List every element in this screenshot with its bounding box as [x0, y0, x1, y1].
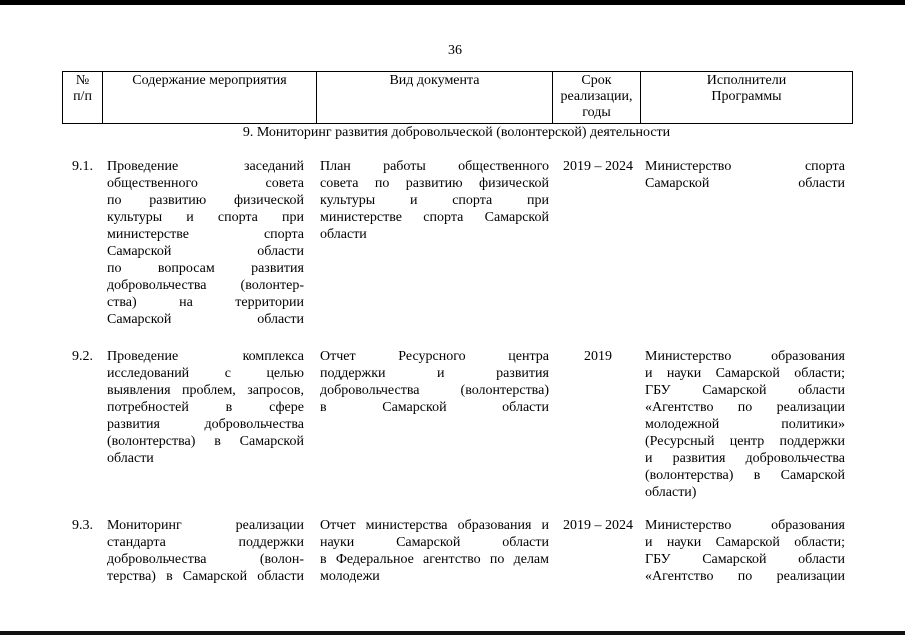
row-executor-word: реализации	[776, 569, 845, 584]
row-term: 2019	[584, 349, 612, 364]
row-content-line	[107, 399, 304, 416]
row-content-line	[107, 517, 304, 534]
row-executor-word: по	[737, 569, 753, 584]
row-content-word: области	[257, 244, 304, 259]
header-num-line: №	[75, 73, 90, 88]
row-document-line: в Федеральное агентство по делам	[320, 552, 549, 567]
row-content-line	[107, 277, 304, 294]
row-content-word: комплекса	[242, 349, 304, 364]
row-content-word: Проведение	[107, 349, 179, 364]
row-document-word: культуры	[320, 193, 376, 208]
row-content-line	[107, 348, 304, 365]
row-executor-line: и науки Самарской области;	[645, 535, 845, 550]
row-document-word: спорта	[452, 193, 493, 208]
row-content-word: в	[225, 400, 233, 415]
row-executor-word: «Агентство	[645, 400, 714, 415]
row-document-word: Самарской	[396, 535, 461, 550]
row-executor-word: политики»	[781, 417, 845, 432]
row-executor-word: Министерство	[645, 159, 732, 174]
scan-top-border	[0, 0, 905, 5]
header-executors-line: Программы	[711, 89, 782, 104]
header-num	[63, 72, 102, 123]
row-executor-line: и науки Самарской области;	[645, 366, 845, 381]
row-document-line	[320, 534, 549, 551]
row-content-word: Мониторинг	[107, 518, 182, 533]
row-content-word: Самарской	[107, 244, 172, 259]
header-content-label: Содержание мероприятия	[132, 73, 287, 88]
row-executor-line: области)	[645, 485, 697, 500]
row-content-word: поддержки	[238, 535, 304, 550]
row-executor-line	[645, 158, 845, 175]
row-executor-line	[645, 399, 845, 416]
row-executor-word: спорта	[804, 159, 845, 174]
row-document-word: общественного	[458, 159, 549, 174]
row-executor-line	[645, 551, 845, 568]
row-document	[320, 517, 549, 585]
row-document-line: Отчет министерства образования и	[320, 518, 549, 533]
row-content-word: общественного	[107, 176, 198, 191]
scan-bottom-border	[0, 631, 905, 635]
row-document-word: центра	[508, 349, 549, 364]
row-content-word: целью	[266, 366, 304, 381]
row-content-word: добровольчества	[204, 417, 304, 432]
row-content	[107, 517, 304, 585]
row-content-word: с	[224, 366, 231, 381]
row-content-line: (волонтерства) в Самарской	[107, 434, 304, 449]
row-content-line: Самарской области	[107, 312, 304, 327]
row-content-word: исследований	[107, 366, 190, 381]
row-document	[320, 158, 549, 243]
row-content-line	[107, 192, 304, 209]
row-content-word: стандарта	[107, 535, 166, 550]
row-content-word: реализации	[235, 518, 304, 533]
row-executor-word: Самарской	[702, 552, 767, 567]
header-num-line: п/п	[73, 89, 92, 104]
row-document-word: развития	[496, 366, 549, 381]
row-content-word: ства)	[107, 295, 137, 310]
row-document-word: и	[409, 193, 418, 208]
row-document-word: и	[437, 366, 445, 381]
row-executor-word: по	[737, 400, 753, 415]
row-content-word: добровольчества	[107, 552, 207, 567]
row-executor-word: Самарской	[702, 383, 767, 398]
row-executor-line	[645, 517, 845, 534]
row-content-line: терства) в Самарской области	[107, 569, 304, 584]
row-executor-line: (волонтерства) в Самарской	[645, 468, 845, 483]
row-content-word: Проведение	[107, 159, 179, 174]
row-document-word: Ресурсного	[398, 349, 466, 364]
row-content-word: развития	[251, 261, 304, 276]
row-document-line: в Самарской области	[320, 400, 549, 415]
row-executor-word: ГБУ	[645, 383, 671, 398]
row-executor-word: молодежной	[645, 417, 720, 432]
row-content-word: добровольчества	[107, 278, 207, 293]
row-document-word: при	[527, 193, 549, 208]
row-content-word: заседаний	[244, 159, 304, 174]
row-content-word: физической	[233, 193, 304, 208]
row-executor-word: образования	[771, 349, 845, 364]
row-content-line	[107, 175, 304, 192]
row-document-line: совета по развитию физической	[320, 176, 549, 191]
row-content-word: (волонтер-	[240, 278, 304, 293]
header-term	[552, 72, 640, 123]
row-document-line: молодежи	[320, 569, 380, 584]
row-document-word: поддержки	[320, 366, 386, 381]
row-content-word: развитию	[149, 193, 207, 208]
row-document-word: Отчет	[320, 349, 356, 364]
header-doc-type	[316, 72, 552, 123]
row-content-line	[107, 226, 304, 243]
row-content-word: при	[281, 210, 304, 225]
row-executor-line	[645, 348, 845, 365]
row-content-word: по	[107, 193, 122, 208]
row-document	[320, 348, 549, 416]
row-executor-line: Самарской области	[645, 176, 845, 191]
row-content-word: министерстве	[107, 227, 189, 242]
row-content-word: потребностей	[107, 400, 189, 415]
row-document-line: министерстве спорта Самарской	[320, 210, 549, 225]
row-content-line	[107, 551, 304, 568]
row-content-word: спорта	[263, 227, 304, 242]
row-executor-line: (Ресурсный центр поддержки	[645, 434, 845, 449]
row-executor-line: и развития добровольчества	[645, 451, 845, 466]
row-executor	[645, 517, 845, 585]
row-content-line	[107, 416, 304, 433]
row-content-word: территории	[235, 295, 304, 310]
row-executor-word: Министерство	[645, 349, 732, 364]
section-title: 9. Мониторинг развития добровольческой (волонтерской) деятельности	[242, 125, 671, 140]
row-executor-line	[645, 382, 845, 399]
table-header	[62, 71, 853, 124]
row-document-line	[320, 348, 549, 365]
row-number: 9.2.	[72, 349, 93, 364]
row-executor-word: реализации	[776, 400, 845, 415]
row-content-word: вопросам	[157, 261, 215, 276]
row-content-word: спорта	[217, 210, 258, 225]
row-content-line	[107, 209, 304, 226]
row-content-line: выявления проблем, запросов,	[107, 383, 304, 398]
row-content-word: сфере	[269, 400, 304, 415]
row-executor-word: ГБУ	[645, 552, 671, 567]
row-content-line	[107, 158, 304, 175]
row-document-word: науки	[320, 535, 355, 550]
row-document-line: добровольчества (волонтерства)	[320, 383, 549, 398]
header-executors	[640, 72, 852, 123]
row-document-line: области	[320, 227, 367, 242]
row-document-word: работы	[383, 159, 426, 174]
row-executor	[645, 158, 845, 192]
row-document-line	[320, 158, 549, 175]
row-executor	[645, 348, 845, 501]
row-content-line	[107, 260, 304, 277]
row-content	[107, 158, 304, 328]
header-content	[102, 72, 316, 123]
row-executor-word: области	[798, 552, 845, 567]
row-content-word: (волон-	[259, 552, 304, 567]
row-executor-word: области	[798, 383, 845, 398]
row-content-word: по	[107, 261, 122, 276]
row-executor-line	[645, 416, 845, 433]
row-content-word: совета	[265, 176, 304, 191]
row-term: 2019 – 2024	[563, 159, 633, 174]
row-content-line	[107, 534, 304, 551]
page-number: 36	[448, 43, 462, 58]
header-executors-line: Исполнители	[706, 73, 787, 88]
row-number: 9.3.	[72, 518, 93, 533]
row-executor-word: «Агентство	[645, 569, 714, 584]
row-document-line	[320, 192, 549, 209]
row-content	[107, 348, 304, 467]
row-document-word: План	[320, 159, 351, 174]
header-term-line: годы	[582, 105, 611, 120]
row-term: 2019 – 2024	[563, 518, 633, 533]
row-content-word: и	[186, 210, 194, 225]
row-content-word: культуры	[107, 210, 163, 225]
header-term-line: Срок	[581, 73, 612, 88]
row-executor-word: Министерство	[645, 518, 732, 533]
row-document-line	[320, 365, 549, 382]
row-content-word: развития	[107, 417, 160, 432]
row-executor-line	[645, 568, 845, 585]
row-content-line	[107, 365, 304, 382]
header-term-line: реализации,	[560, 89, 633, 104]
header-doc-type-label: Вид документа	[389, 73, 480, 88]
row-document-word: области	[502, 535, 549, 550]
row-number: 9.1.	[72, 159, 93, 174]
row-executor-word: образования	[771, 518, 845, 533]
row-content-line: области	[107, 451, 154, 466]
row-content-line	[107, 243, 304, 260]
row-content-word: на	[179, 295, 193, 310]
row-content-line	[107, 294, 304, 311]
